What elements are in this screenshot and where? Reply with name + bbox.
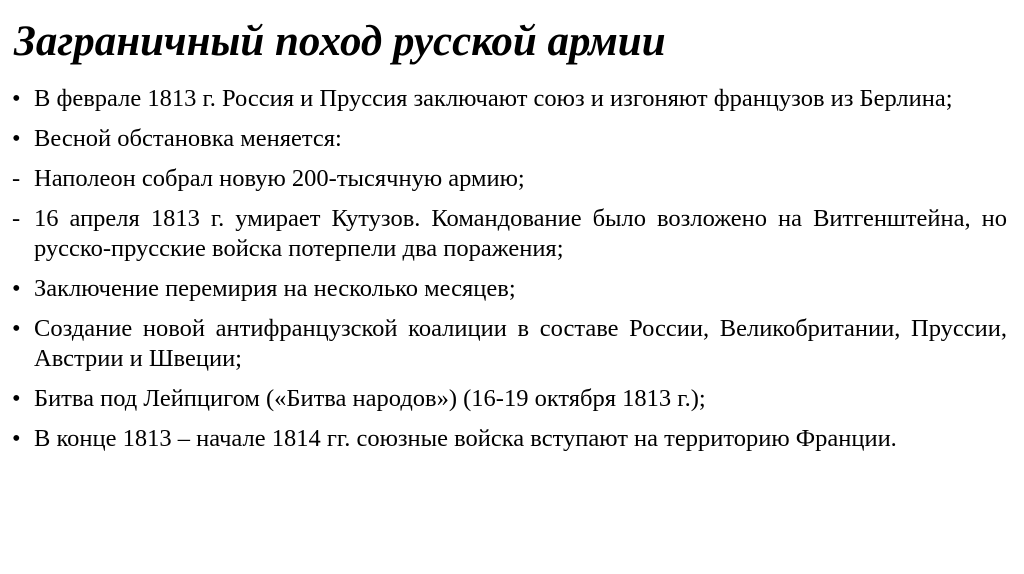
list-item: [12, 204, 1007, 264]
list-item: [12, 164, 1007, 194]
list-item-text: Битва под Лейпцигом («Битва народов») (16-19 октября 1813 г.);: [34, 385, 706, 412]
slide-title: Заграничный поход русской армии: [14, 18, 666, 65]
bullet-marker: •: [12, 425, 21, 452]
bullet-marker: •: [12, 275, 21, 302]
list-item-text: Создание новой антифранцузской коалиции в составе России, Великобритании, Пруссии, Австрии и Швеции;: [34, 315, 1007, 372]
list-item-text: Весной обстановка меняется:: [34, 125, 342, 152]
list-item: [12, 124, 1007, 154]
bullet-marker: •: [12, 85, 21, 112]
list-item-text: Заключение перемирия на несколько месяцев;: [34, 275, 516, 302]
list-item-text: В конце 1813 – начале 1814 гг. союзные войска вступают на территорию Франции.: [34, 425, 897, 452]
list-item-text: В феврале 1813 г. Россия и Пруссия заключают союз и изгоняют французов из Берлина;: [34, 85, 953, 112]
list-item: [12, 314, 1007, 374]
bullet-list: [12, 84, 1007, 464]
list-item: [12, 384, 1007, 414]
list-item: [12, 424, 1007, 454]
list-item: [12, 84, 1007, 114]
bullet-marker: •: [12, 385, 21, 412]
list-item: [12, 274, 1007, 304]
dash-marker: -: [12, 205, 21, 232]
bullet-marker: •: [12, 315, 21, 342]
bullet-marker: •: [12, 125, 21, 152]
list-item-text: Наполеон собрал новую 200-тысячную армию;: [34, 165, 525, 192]
dash-marker: -: [12, 165, 21, 192]
list-item-text: 16 апреля 1813 г. умирает Кутузов. Командование было возложено на Витгенштейна, но русско-прусские войска потерпели два поражения;: [34, 205, 1007, 262]
